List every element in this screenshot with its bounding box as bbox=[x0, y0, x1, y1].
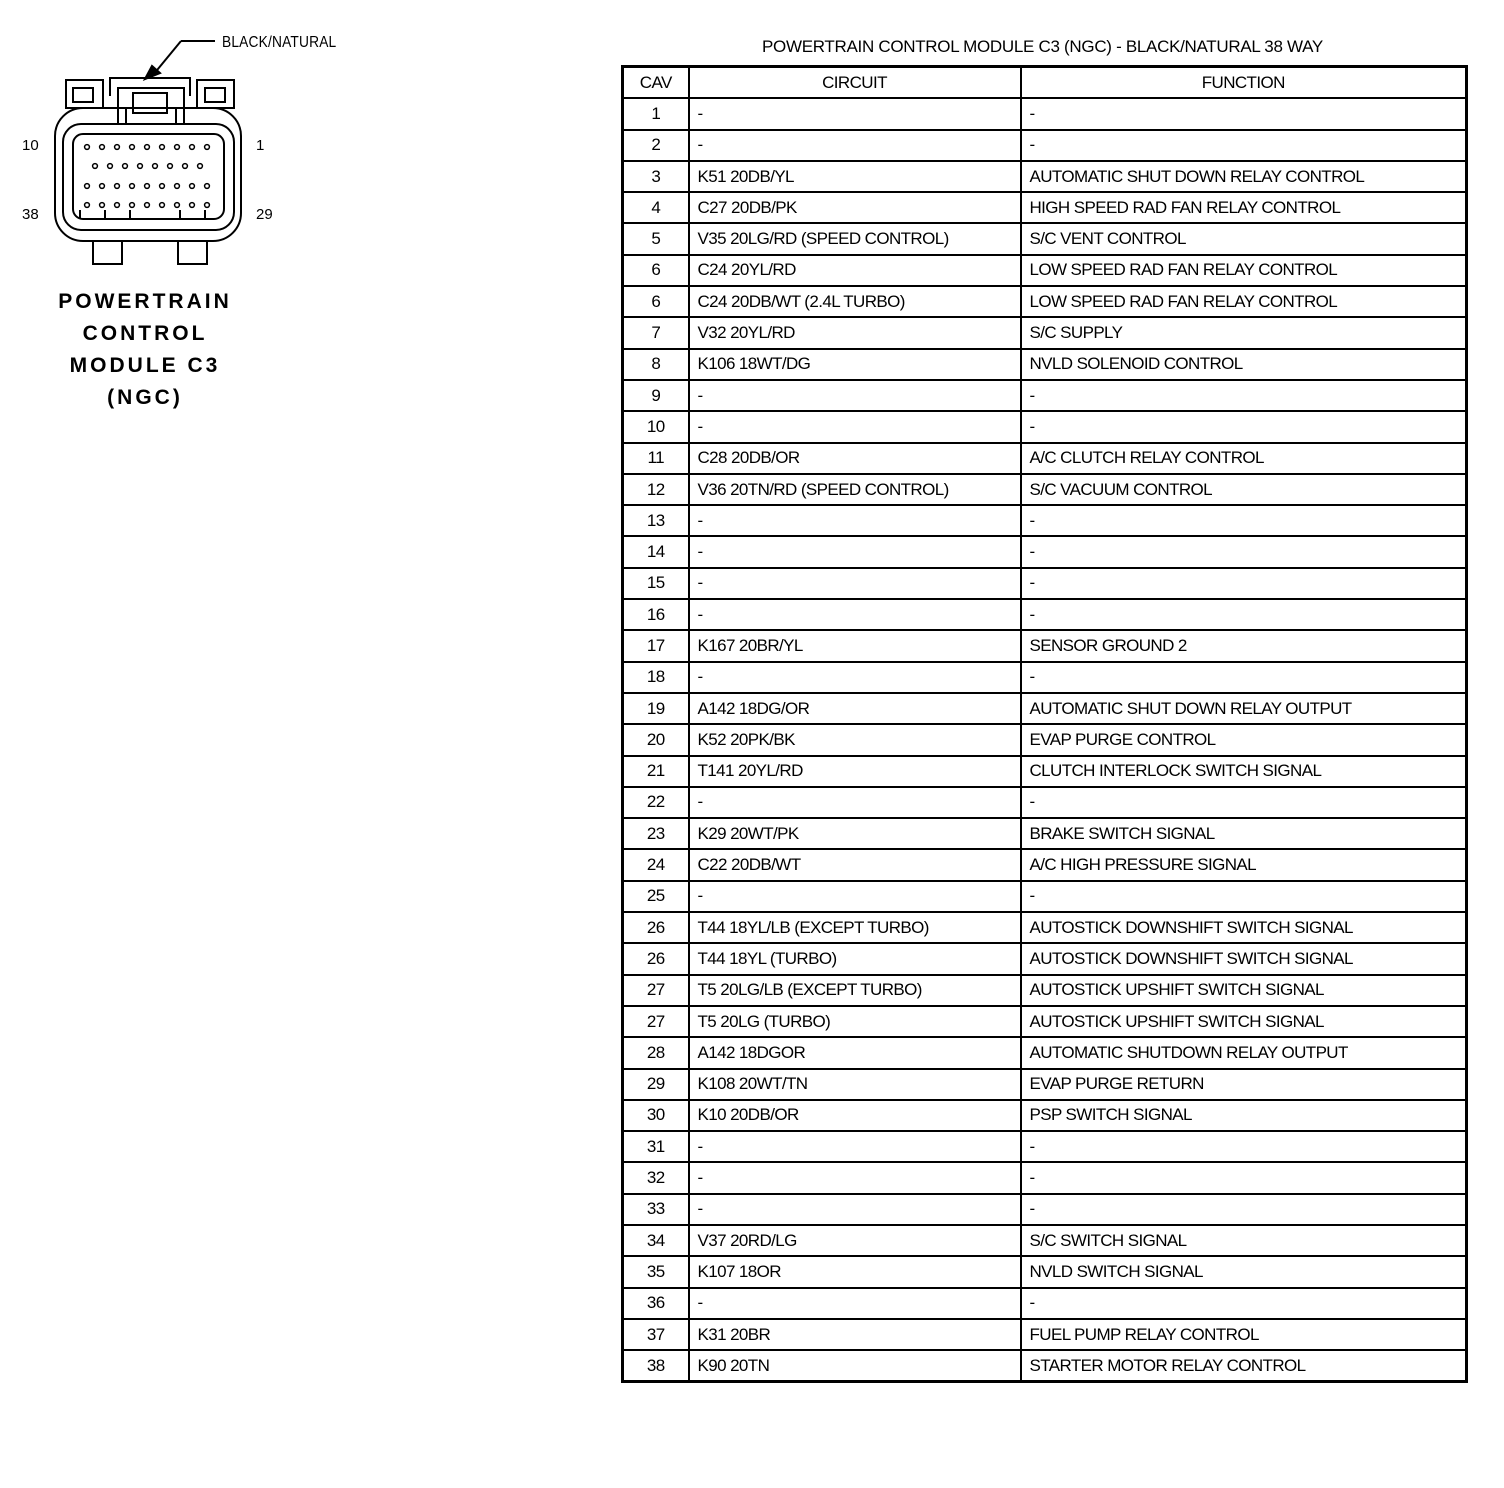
function-cell: - bbox=[1021, 1288, 1467, 1319]
circuit-cell: K51 20DB/YL bbox=[689, 161, 1021, 192]
cav-cell: 28 bbox=[623, 1037, 689, 1068]
circuit-cell: - bbox=[689, 568, 1021, 599]
cav-cell: 23 bbox=[623, 818, 689, 849]
table-row bbox=[623, 912, 1467, 943]
cav-cell: 13 bbox=[623, 505, 689, 536]
table-row bbox=[623, 380, 1467, 411]
cav-cell: 31 bbox=[623, 1131, 689, 1162]
function-cell: AUTOMATIC SHUT DOWN RELAY CONTROL bbox=[1021, 161, 1467, 192]
function-cell: EVAP PURGE RETURN bbox=[1021, 1069, 1467, 1100]
circuit-cell: K106 18WT/DG bbox=[689, 349, 1021, 380]
function-cell: - bbox=[1021, 599, 1467, 630]
circuit-cell: K31 20BR bbox=[689, 1319, 1021, 1350]
circuit-cell: - bbox=[689, 1288, 1021, 1319]
cav-cell: 27 bbox=[623, 975, 689, 1006]
table-row bbox=[623, 536, 1467, 567]
function-cell: - bbox=[1021, 1194, 1467, 1225]
cav-cell: 16 bbox=[623, 599, 689, 630]
circuit-cell: K52 20PK/BK bbox=[689, 724, 1021, 755]
cav-cell: 19 bbox=[623, 693, 689, 724]
cav-cell: 35 bbox=[623, 1256, 689, 1287]
table-row bbox=[623, 724, 1467, 755]
cav-cell: 25 bbox=[623, 881, 689, 912]
circuit-cell: - bbox=[689, 599, 1021, 630]
cav-cell: 3 bbox=[623, 161, 689, 192]
circuit-cell: - bbox=[689, 130, 1021, 161]
pin-label-bottom-left: 38 bbox=[22, 206, 39, 223]
table-row bbox=[623, 943, 1467, 974]
function-cell: - bbox=[1021, 1162, 1467, 1193]
cav-cell: 6 bbox=[623, 255, 689, 286]
circuit-cell: C24 20DB/WT (2.4L TURBO) bbox=[689, 286, 1021, 317]
circuit-cell: A142 18DG/OR bbox=[689, 693, 1021, 724]
table-row bbox=[623, 317, 1467, 348]
cav-cell: 24 bbox=[623, 849, 689, 880]
header-circuit: CIRCUIT bbox=[689, 67, 1021, 99]
table-header-row bbox=[623, 67, 1467, 99]
cav-cell: 10 bbox=[623, 411, 689, 442]
function-cell: A/C CLUTCH RELAY CONTROL bbox=[1021, 443, 1467, 474]
cav-cell: 8 bbox=[623, 349, 689, 380]
circuit-cell: - bbox=[689, 505, 1021, 536]
header-cav: CAV bbox=[623, 67, 689, 99]
connector-diagram bbox=[0, 0, 380, 290]
circuit-cell: C27 20DB/PK bbox=[689, 192, 1021, 223]
cav-cell: 33 bbox=[623, 1194, 689, 1225]
circuit-cell: - bbox=[689, 1194, 1021, 1225]
circuit-cell: T5 20LG (TURBO) bbox=[689, 1006, 1021, 1037]
function-cell: AUTOSTICK DOWNSHIFT SWITCH SIGNAL bbox=[1021, 943, 1467, 974]
circuit-cell: C24 20YL/RD bbox=[689, 255, 1021, 286]
circuit-cell: - bbox=[689, 662, 1021, 693]
table-row bbox=[623, 1162, 1467, 1193]
function-cell: PSP SWITCH SIGNAL bbox=[1021, 1100, 1467, 1131]
table-row bbox=[623, 474, 1467, 505]
function-cell: - bbox=[1021, 505, 1467, 536]
table-row bbox=[623, 662, 1467, 693]
pin-label-top-right: 1 bbox=[256, 137, 265, 154]
table-row bbox=[623, 411, 1467, 442]
table-row bbox=[623, 568, 1467, 599]
cav-cell: 36 bbox=[623, 1288, 689, 1319]
cav-cell: 15 bbox=[623, 568, 689, 599]
circuit-cell: V32 20YL/RD bbox=[689, 317, 1021, 348]
function-cell: NVLD SOLENOID CONTROL bbox=[1021, 349, 1467, 380]
function-cell: - bbox=[1021, 98, 1467, 129]
function-cell: STARTER MOTOR RELAY CONTROL bbox=[1021, 1350, 1467, 1382]
module-title bbox=[40, 286, 250, 414]
table-row bbox=[623, 223, 1467, 254]
module-title-line: (NGC) bbox=[107, 386, 183, 409]
cav-cell: 27 bbox=[623, 1006, 689, 1037]
table-row bbox=[623, 1037, 1467, 1068]
table-row bbox=[623, 505, 1467, 536]
module-title-line: CONTROL bbox=[82, 322, 208, 345]
connector-color-label: BLACK/NATURAL bbox=[222, 34, 337, 51]
function-cell: FUEL PUMP RELAY CONTROL bbox=[1021, 1319, 1467, 1350]
circuit-cell: - bbox=[689, 380, 1021, 411]
function-cell: A/C HIGH PRESSURE SIGNAL bbox=[1021, 849, 1467, 880]
cav-cell: 9 bbox=[623, 380, 689, 411]
function-cell: AUTOMATIC SHUTDOWN RELAY OUTPUT bbox=[1021, 1037, 1467, 1068]
circuit-cell: - bbox=[689, 1131, 1021, 1162]
circuit-cell: - bbox=[689, 881, 1021, 912]
table-row bbox=[623, 1350, 1467, 1382]
circuit-cell: C22 20DB/WT bbox=[689, 849, 1021, 880]
cav-cell: 21 bbox=[623, 756, 689, 787]
circuit-cell: K10 20DB/OR bbox=[689, 1100, 1021, 1131]
cav-cell: 2 bbox=[623, 130, 689, 161]
header-function: FUNCTION bbox=[1021, 67, 1467, 99]
function-cell: - bbox=[1021, 130, 1467, 161]
circuit-cell: T141 20YL/RD bbox=[689, 756, 1021, 787]
circuit-cell: - bbox=[689, 536, 1021, 567]
circuit-cell: K108 20WT/TN bbox=[689, 1069, 1021, 1100]
function-cell: - bbox=[1021, 411, 1467, 442]
function-cell: S/C VENT CONTROL bbox=[1021, 223, 1467, 254]
table-row bbox=[623, 1288, 1467, 1319]
cav-cell: 20 bbox=[623, 724, 689, 755]
cav-cell: 6 bbox=[623, 286, 689, 317]
pinout-table bbox=[621, 65, 1468, 1383]
table-row bbox=[623, 349, 1467, 380]
cav-cell: 34 bbox=[623, 1225, 689, 1256]
circuit-cell: K90 20TN bbox=[689, 1350, 1021, 1382]
function-cell: - bbox=[1021, 787, 1467, 818]
circuit-cell: T44 18YL (TURBO) bbox=[689, 943, 1021, 974]
table-row bbox=[623, 1256, 1467, 1287]
function-cell: AUTOSTICK UPSHIFT SWITCH SIGNAL bbox=[1021, 1006, 1467, 1037]
cav-cell: 7 bbox=[623, 317, 689, 348]
circuit-cell: K107 18OR bbox=[689, 1256, 1021, 1287]
cav-cell: 17 bbox=[623, 630, 689, 661]
table-row bbox=[623, 1131, 1467, 1162]
function-cell: S/C SUPPLY bbox=[1021, 317, 1467, 348]
circuit-cell: A142 18DGOR bbox=[689, 1037, 1021, 1068]
cav-cell: 14 bbox=[623, 536, 689, 567]
table-row bbox=[623, 1194, 1467, 1225]
cav-cell: 30 bbox=[623, 1100, 689, 1131]
table-body bbox=[623, 98, 1467, 1382]
function-cell: - bbox=[1021, 662, 1467, 693]
cav-cell: 37 bbox=[623, 1319, 689, 1350]
function-cell: SENSOR GROUND 2 bbox=[1021, 630, 1467, 661]
cav-cell: 22 bbox=[623, 787, 689, 818]
table-row bbox=[623, 1319, 1467, 1350]
function-cell: CLUTCH INTERLOCK SWITCH SIGNAL bbox=[1021, 756, 1467, 787]
circuit-cell: K167 20BR/YL bbox=[689, 630, 1021, 661]
circuit-cell: T5 20LG/LB (EXCEPT TURBO) bbox=[689, 975, 1021, 1006]
function-cell: - bbox=[1021, 536, 1467, 567]
cav-cell: 38 bbox=[623, 1350, 689, 1382]
function-cell: AUTOMATIC SHUT DOWN RELAY OUTPUT bbox=[1021, 693, 1467, 724]
cav-cell: 1 bbox=[623, 98, 689, 129]
module-title-line: POWERTRAIN bbox=[58, 290, 232, 313]
cav-cell: 4 bbox=[623, 192, 689, 223]
circuit-cell: - bbox=[689, 787, 1021, 818]
table-row bbox=[623, 849, 1467, 880]
circuit-cell: T44 18YL/LB (EXCEPT TURBO) bbox=[689, 912, 1021, 943]
table-row bbox=[623, 192, 1467, 223]
table-row bbox=[623, 1100, 1467, 1131]
cav-cell: 5 bbox=[623, 223, 689, 254]
function-cell: - bbox=[1021, 568, 1467, 599]
cav-cell: 18 bbox=[623, 662, 689, 693]
table-row bbox=[623, 818, 1467, 849]
function-cell: - bbox=[1021, 881, 1467, 912]
cav-cell: 26 bbox=[623, 943, 689, 974]
function-cell: AUTOSTICK DOWNSHIFT SWITCH SIGNAL bbox=[1021, 912, 1467, 943]
function-cell: - bbox=[1021, 1131, 1467, 1162]
cav-cell: 11 bbox=[623, 443, 689, 474]
pin-label-bottom-right: 29 bbox=[256, 206, 273, 223]
table-row bbox=[623, 975, 1467, 1006]
table-row bbox=[623, 255, 1467, 286]
table-row bbox=[623, 161, 1467, 192]
table-row bbox=[623, 1069, 1467, 1100]
cav-cell: 26 bbox=[623, 912, 689, 943]
circuit-cell: C28 20DB/OR bbox=[689, 443, 1021, 474]
table-row bbox=[623, 1006, 1467, 1037]
function-cell: - bbox=[1021, 380, 1467, 411]
table-row bbox=[623, 881, 1467, 912]
table-title: POWERTRAIN CONTROL MODULE C3 (NGC) - BLACK/NATURAL 38 WAY bbox=[762, 37, 1323, 56]
function-cell: S/C VACUUM CONTROL bbox=[1021, 474, 1467, 505]
table-row bbox=[623, 98, 1467, 129]
pin-label-top-left: 10 bbox=[22, 137, 39, 154]
function-cell: S/C SWITCH SIGNAL bbox=[1021, 1225, 1467, 1256]
circuit-cell: K29 20WT/PK bbox=[689, 818, 1021, 849]
table-row bbox=[623, 630, 1467, 661]
circuit-cell: - bbox=[689, 411, 1021, 442]
circuit-cell: - bbox=[689, 98, 1021, 129]
circuit-cell: - bbox=[689, 1162, 1021, 1193]
circuit-cell: V36 20TN/RD (SPEED CONTROL) bbox=[689, 474, 1021, 505]
function-cell: HIGH SPEED RAD FAN RELAY CONTROL bbox=[1021, 192, 1467, 223]
table-row bbox=[623, 693, 1467, 724]
table-row bbox=[623, 130, 1467, 161]
table-row bbox=[623, 443, 1467, 474]
module-title-line: MODULE C3 bbox=[69, 354, 221, 377]
table-row bbox=[623, 599, 1467, 630]
cav-cell: 12 bbox=[623, 474, 689, 505]
circuit-cell: V37 20RD/LG bbox=[689, 1225, 1021, 1256]
table-row bbox=[623, 1225, 1467, 1256]
circuit-cell: V35 20LG/RD (SPEED CONTROL) bbox=[689, 223, 1021, 254]
function-cell: LOW SPEED RAD FAN RELAY CONTROL bbox=[1021, 255, 1467, 286]
function-cell: EVAP PURGE CONTROL bbox=[1021, 724, 1467, 755]
function-cell: BRAKE SWITCH SIGNAL bbox=[1021, 818, 1467, 849]
function-cell: NVLD SWITCH SIGNAL bbox=[1021, 1256, 1467, 1287]
cav-cell: 29 bbox=[623, 1069, 689, 1100]
cav-cell: 32 bbox=[623, 1162, 689, 1193]
function-cell: AUTOSTICK UPSHIFT SWITCH SIGNAL bbox=[1021, 975, 1467, 1006]
table-row bbox=[623, 286, 1467, 317]
table-row bbox=[623, 756, 1467, 787]
function-cell: LOW SPEED RAD FAN RELAY CONTROL bbox=[1021, 286, 1467, 317]
table-row bbox=[623, 787, 1467, 818]
